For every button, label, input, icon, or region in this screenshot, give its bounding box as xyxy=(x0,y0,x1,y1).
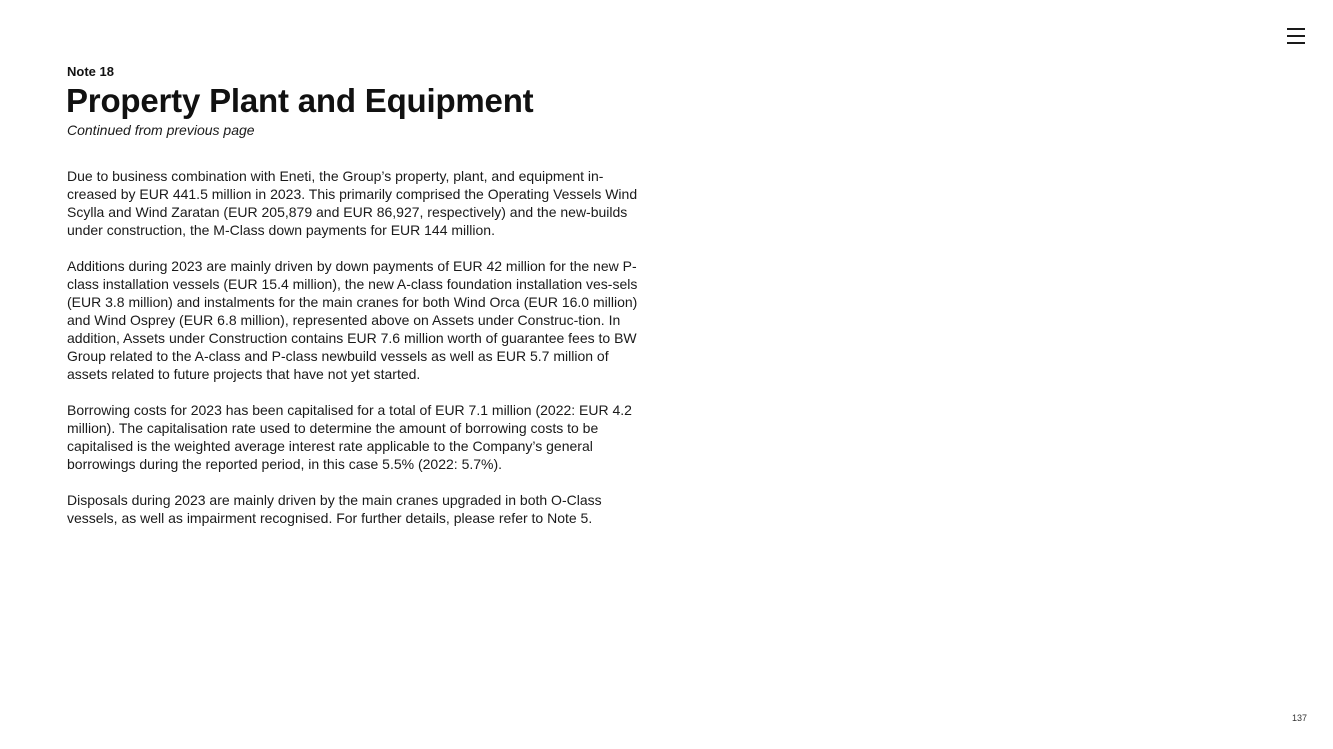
paragraph-business-combination: Due to business combination with Eneti, the Group’s property, plant, and equipment in-creased by EUR 441.5 million in 2023. This primarily comprised the Operating Vessels Wind Scylla and Wind Zaratan (EUR 205,879 and EUR 86,927, respectively) and the new-builds under construction, the M-Class down payments for EUR 144 million. xyxy=(67,168,638,238)
page-number: 137 xyxy=(1291,713,1307,723)
menu-line xyxy=(1287,35,1305,37)
menu-line xyxy=(1287,42,1305,44)
menu-line xyxy=(1287,28,1305,30)
hamburger-menu-icon[interactable] xyxy=(1285,26,1307,46)
note-header xyxy=(67,64,667,139)
paragraph-additions: Additions during 2023 are mainly driven by down payments of EUR 42 million for the new P-class installation vessels (EUR 15.4 million), the new A-class foundation installation ves-sels (EUR 3.8 million) and instalments for the main cranes for both Wind Orca (EUR 16.0 million) and Wind Osprey (EUR 6.8 million), represented above on Assets under Construc-tion. In addition, Assets under Construction contains EUR 7.6 million worth of guarantee fees to BW Group related to the A-class and P-class newbuild vessels as well as EUR 5.7 million of assets related to future projects that have not yet started. xyxy=(67,258,638,382)
page-title: Property Plant and Equipment xyxy=(66,82,534,119)
note-body xyxy=(67,167,639,545)
note-label: Note 18 xyxy=(67,64,114,79)
paragraph-disposals: Disposals during 2023 are mainly driven by the main cranes upgraded in both O-Class vessels, as well as impairment recognised. For further details, please refer to Note 5. xyxy=(67,492,602,526)
continued-subtitle: Continued from previous page xyxy=(67,122,255,138)
paragraph-borrowing-costs: Borrowing costs for 2023 has been capitalised for a total of EUR 7.1 million (2022: EUR 4.2 million). The capitalisation rate used to determine the amount of borrowing costs to be capitalised is the weighted average interest rate applicable to the Company’s general borrowings during the reported period, in this case 5.5% (2022: 5.7%). xyxy=(67,402,632,472)
